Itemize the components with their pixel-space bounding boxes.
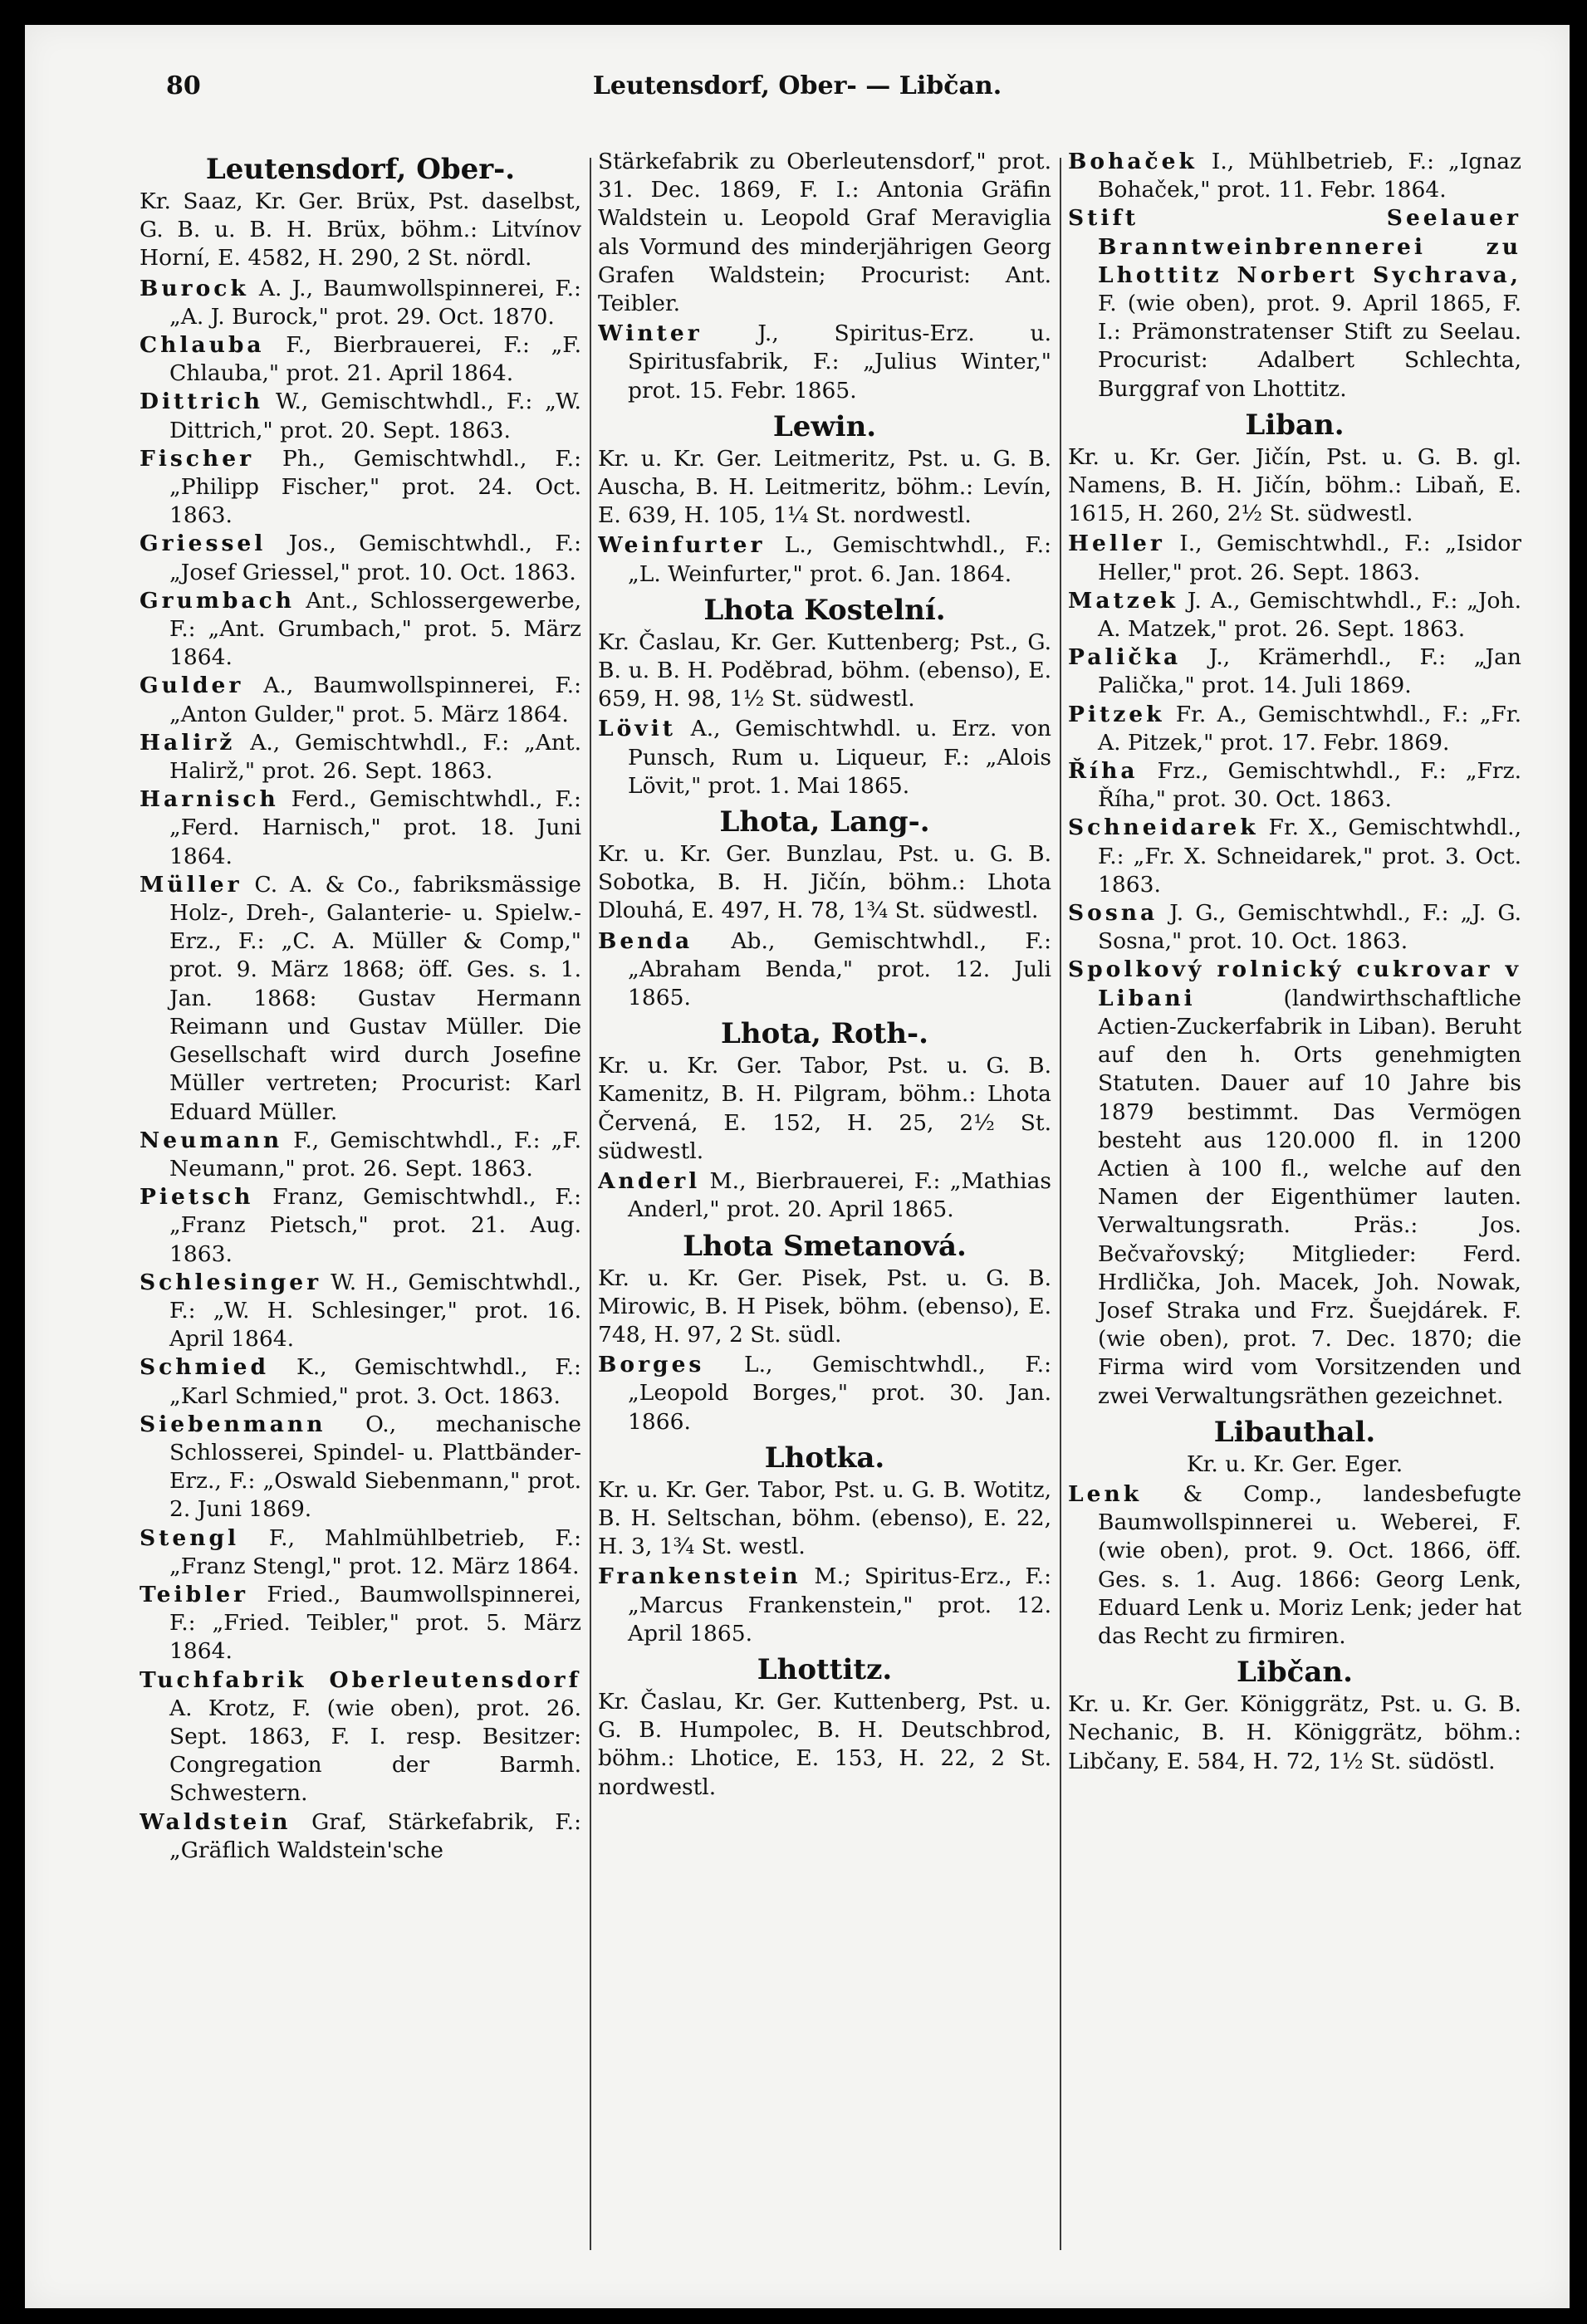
entry-details: Graf, Stärkefabrik, F.: „Gräflich Waldstein'sche <box>169 1808 581 1863</box>
directory-entry <box>140 1269 581 1354</box>
place-heading: Lhottitz. <box>757 1652 893 1686</box>
entry-firm-name: Schmied <box>140 1354 270 1381</box>
directory-entry <box>1068 587 1521 643</box>
entry-continuation: Stärkefabrik zu Oberleutensdorf," prot. 31. Dec. 1869, F. I.: Antonia Gräfin Waldstein u. Leopold Graf Meraviglia als Vormund des minderjährigen Georg Grafen Waldstein; Procurist: Ant. Teibler. <box>598 149 1051 317</box>
place-description: Kr. u. Kr. Ger. Königgrätz, Pst. u. G. B. Nechanic, B. H. Königgrätz, böhm.: Libčany, E. 584, H. 72, 1½ St. südöstl. <box>1068 1691 1521 1774</box>
place-heading: Lhota Smetanová. <box>683 1229 967 1263</box>
directory-entry <box>140 672 581 728</box>
place-heading: Leutensdorf, Ober-. <box>205 153 516 186</box>
entry-details: J., Spiritus-Erz. u. Spiritusfabrik, F.: „Julius Winter," prot. 15. Febr. 1865. <box>628 320 1051 404</box>
entry-details: M.; Spiritus-Erz., F.: „Marcus Frankenstein," prot. 12. April 1865. <box>628 1563 1051 1646</box>
running-head <box>166 65 1428 106</box>
entry-details: Franz, Gemischtwhdl., F.: „Franz Pietsch," prot. 21. Aug. 1863. <box>169 1184 581 1267</box>
entry-firm-name: Siebenmann <box>140 1411 326 1437</box>
entry-details: W. H., Gemischtwhdl., F.: „W. H. Schlesinger," prot. 16. April 1864. <box>169 1269 581 1353</box>
place-heading: Lhota Kostelní. <box>703 593 946 627</box>
directory-entry <box>140 275 581 331</box>
entry-firm-name: Schneidarek <box>1068 815 1259 841</box>
directory-entry <box>598 320 1051 405</box>
place-description: Kr. u. Kr. Ger. Pisek, Pst. u. G. B. Mirowic, B. H Pisek, böhm. (ebenso), E. 748, H. 97, 2 St. südl. <box>598 1265 1051 1348</box>
entry-details: A., Gemischtwhdl. u. Erz. von Punsch, Rum u. Liqueur, F.: „Alois Lövit," prot. 1. Mai 1865. <box>628 716 1051 799</box>
directory-entry <box>1068 757 1521 814</box>
place-description: Kr. Časlau, Kr. Ger. Kuttenberg; Pst., G. B. u. B. H. Poděbrad, böhm. (ebenso), E. 659, H. 98, 1½ St. südwestl. <box>598 629 1051 712</box>
entry-details: J. G., Gemischtwhdl., F.: „J. G. Sosna," prot. 10. Oct. 1863. <box>1098 900 1521 955</box>
directory-entry <box>140 729 581 785</box>
directory-entry <box>1068 956 1521 1410</box>
entry-firm-name: Frankenstein <box>598 1563 801 1590</box>
place-heading: Lewin. <box>772 409 877 443</box>
place-heading: Liban. <box>1245 408 1345 442</box>
entry-firm-name: Stengl <box>140 1524 240 1551</box>
directory-entry <box>140 445 581 531</box>
directory-entry <box>598 1167 1051 1224</box>
entry-firm-name: Borges <box>598 1352 705 1378</box>
directory-entry <box>140 1411 581 1524</box>
entry-details: F., Bierbrauerei, F.: „F. Chlauba," prot. 21. April 1864. <box>169 332 581 387</box>
directory-entry <box>140 785 581 871</box>
place-description: Kr. u. Kr. Ger. Tabor, Pst. u. G. B. Wotitz, B. H. Seltschan, böhm. (ebenso), E. 22, H. 3, 1¾ St. westl. <box>598 1476 1051 1560</box>
entry-details: J., Krämerhdl., F.: „Jan Palička," prot. 14. Juli 1869. <box>1098 644 1521 699</box>
entry-firm-name: Pitzek <box>1068 701 1165 727</box>
entry-details: A., Gemischtwhdl., F.: „Ant. Halirž," prot. 26. Sept. 1863. <box>169 729 581 785</box>
column-divider <box>590 158 591 2250</box>
directory-entry <box>140 1127 581 1183</box>
directory-entry <box>140 1581 581 1666</box>
directory-entry <box>140 331 581 388</box>
entry-firm-name: Lenk <box>1068 1480 1143 1507</box>
entry-details: M., Bierbrauerei, F.: „Mathias Anderl," prot. 20. April 1865. <box>628 1168 1051 1223</box>
entry-firm-name: Stift Seelauer Branntweinbrennerei zu Lhottitz Norbert Sychrava, <box>1068 205 1521 288</box>
directory-entry <box>140 871 581 1127</box>
entry-firm-name: Müller <box>140 871 242 898</box>
directory-entry <box>140 587 581 673</box>
place-description: Kr. u. Kr. Ger. Bunzlau, Pst. u. G. B. Sobotka, B. H. Jičín, böhm.: Lhota Dlouhá, E. 497, H. 78, 1¾ St. südwestl. <box>598 841 1051 924</box>
entry-details: Jos., Gemischtwhdl., F.: „Josef Griessel," prot. 10. Oct. 1863. <box>169 531 581 585</box>
directory-entry <box>140 1353 581 1410</box>
column-divider <box>1060 158 1061 2250</box>
entry-firm-name: Burock <box>140 275 249 301</box>
place-description: Kr. u. Kr. Ger. Eger. <box>1186 1451 1403 1477</box>
place-description: Kr. u. Kr. Ger. Jičín, Pst. u. G. B. gl. Namens, B. H. Jičín, böhm.: Libaň, E. 1615, H. 260, 2½ St. südwestl. <box>1068 443 1521 527</box>
entry-details: O., mechanische Schlosserei, Spindel- u. Plattbänder-Erz., F.: „Oswald Siebenmann," prot. 2. Juni 1869. <box>169 1411 581 1523</box>
entry-firm-name: Matzek <box>1068 587 1179 614</box>
entry-details: Fr. A., Gemischtwhdl., F.: „Fr. A. Pitzek," prot. 17. Febr. 1869. <box>1098 701 1521 756</box>
entry-details: Ferd., Gemischtwhdl., F.: „Ferd. Harnisch," prot. 18. Juni 1864. <box>169 786 581 869</box>
directory-entry <box>140 1808 581 1865</box>
place-description: Kr. Saaz, Kr. Ger. Brüx, Pst. daselbst, G. B. u. B. H. Brüx, böhm.: Litvínov Horní, E. 4582, H. 290, 2 St. nördl. <box>140 188 581 272</box>
entry-firm-name: Dittrich <box>140 389 263 415</box>
entry-firm-name: Weinfurter <box>598 532 766 559</box>
place-heading: Lhotka. <box>764 1441 885 1475</box>
entry-details: A. Krotz, F. (wie oben), prot. 26. Sept. 1863, F. I. resp. Besitzer: Congregation der Barmh. Schwestern. <box>169 1695 581 1807</box>
entry-firm-name: Palička <box>1068 644 1182 671</box>
place-description: Kr. u. Kr. Ger. Tabor, Pst. u. G. B. Kamenitz, B. H. Pilgram, böhm.: Lhota Červená, E. 152, H. 25, 2½ St. südwestl. <box>598 1053 1051 1164</box>
entry-details: Ab., Gemischtwhdl., F.: „Abraham Benda," prot. 12. Juli 1865. <box>628 927 1051 1011</box>
entry-details: Ph., Gemischtwhdl., F.: „Philipp Fischer," prot. 24. Oct. 1863. <box>169 445 581 529</box>
entry-firm-name: Harnisch <box>140 786 279 813</box>
entry-details: F., Mahlmühlbetrieb, F.: „Franz Stengl," prot. 12. März 1864. <box>169 1524 581 1579</box>
entry-firm-name: Waldstein <box>140 1808 291 1835</box>
entry-details: Ant., Schlossergewerbe, F.: „Ant. Grumbach," prot. 5. März 1864. <box>169 587 581 671</box>
directory-entry <box>1068 814 1521 899</box>
directory-entry <box>1068 643 1521 700</box>
entry-firm-name: Benda <box>598 927 693 954</box>
entry-firm-name: Pietsch <box>140 1184 254 1211</box>
place-heading: Lhota, Roth-. <box>720 1017 929 1051</box>
entry-firm-name: Halirž <box>140 729 236 756</box>
entry-firm-name: Říha <box>1068 758 1139 785</box>
place-heading: Libauthal. <box>1213 1415 1376 1449</box>
document-page <box>25 25 1570 2308</box>
directory-entry <box>140 1666 581 1808</box>
entry-firm-name: Fischer <box>140 445 255 472</box>
entry-firm-name: Teibler <box>140 1581 249 1607</box>
directory-entry <box>598 1351 1051 1436</box>
entry-firm-name: Neumann <box>140 1127 283 1153</box>
place-heading: Lhota, Lang-. <box>719 805 930 839</box>
entry-details: C. A. & Co., fabriksmässige Holz-, Dreh-, Galanterie- u. Spielw.-Erz., F.: „C. A. Müller & Comp," prot. 9. März 1868; öff. Ges. s. 1. Jan. 1868: Gustav Hermann Reimann und Gustav Müller. Die Gesellschaft wird durch Josefine Müller vertreten; Procurist: Karl Eduard Müller. <box>169 871 581 1125</box>
entry-firm-name: Bohaček <box>1068 149 1198 174</box>
directory-entry <box>1068 701 1521 757</box>
entry-firm-name: Chlauba <box>140 332 265 359</box>
directory-entry <box>598 715 1051 800</box>
directory-entry <box>1068 1480 1521 1651</box>
entry-firm-name: Grumbach <box>140 587 296 614</box>
directory-entry <box>598 927 1051 1013</box>
entry-details: W., Gemischtwhdl., F.: „W. Dittrich," prot. 20. Sept. 1863. <box>169 389 581 443</box>
entry-details: I., Mühlbetrieb, F.: „Ignaz Bohaček," prot. 11. Febr. 1864. <box>1098 149 1521 203</box>
entry-details: F., Gemischtwhdl., F.: „F. Neumann," prot. 26. Sept. 1863. <box>169 1127 581 1182</box>
entry-details: L., Gemischtwhdl., F.: „L. Weinfurter," prot. 6. Jan. 1864. <box>628 532 1051 587</box>
column-right <box>1068 148 1521 2273</box>
entry-details: Fried., Baumwollspinnerei, F.: „Fried. Teibler," prot. 5. März 1864. <box>169 1581 581 1665</box>
entry-details: I., Gemischtwhdl., F.: „Isidor Heller," prot. 26. Sept. 1863. <box>1098 531 1521 585</box>
directory-entry <box>140 1183 581 1269</box>
place-description: Kr. u. Kr. Ger. Leitmeritz, Pst. u. G. B. Auscha, B. H. Leitmeritz, böhm.: Levín, E. 639, H. 105, 1¼ St. nordwestl. <box>598 445 1051 529</box>
entry-firm-name: Winter <box>598 320 703 347</box>
entry-details: J. A., Gemischtwhdl., F.: „Joh. A. Matzek," prot. 26. Sept. 1863. <box>1098 587 1521 643</box>
entry-details: & Comp., landesbefugte Baumwollspinnerei u. Weberei, F. (wie oben), prot. 9. Oct. 1866, öff. Ges. s. 1. Aug. 1866: Georg Lenk, Eduard Lenk u. Moriz Lenk; jeder hat das Recht zu firmiren. <box>1098 1480 1521 1649</box>
entry-details: F. (wie oben), prot. 9. April 1865, F. I.: Prämonstratenser Stift zu Seelau. Procurist: Adalbert Schlechta, Burggraf von Lhottitz. <box>1098 291 1521 402</box>
page-number: 80 <box>166 71 201 100</box>
entry-firm-name: Spolkový rolnický cukrovar v Libani <box>1068 957 1521 1011</box>
entry-details: K., Gemischtwhdl., F.: „Karl Schmied," prot. 3. Oct. 1863. <box>169 1354 581 1409</box>
directory-entry <box>140 1524 581 1581</box>
entry-details: (landwirthschaftliche Actien-Zuckerfabrik in Liban). Beruht auf den h. Orts genehmigten Statuten. Dauer auf 10 Jahre bis 1879 bestimmt. Das Vermögen besteht aus 120.000 fl. in 1200 Actien à 100 fl., welche auf den Namen der Eigenthümer lauten. Verwaltungsrath. Präs.: Jos. Bečvařovský; Mitglieder: Ferd. Hrdlička, Joh. Macek, Joh. Nowak, Josef Straka und Frz. Šuejdárek. F. (wie oben), prot. 7. Dec. 1870; die Firma wird vom Vorsitzenden und zwei Verwaltungsräthen gezeichnet. <box>1098 985 1521 1409</box>
entry-firm-name: Lövit <box>598 716 677 742</box>
directory-entry <box>1068 204 1521 403</box>
entry-firm-name: Griessel <box>140 531 267 557</box>
entry-firm-name: Heller <box>1068 531 1165 557</box>
entry-firm-name: Gulder <box>140 673 244 699</box>
entry-firm-name: Sosna <box>1068 900 1158 927</box>
entry-details: A., Baumwollspinnerei, F.: „Anton Gulder," prot. 5. März 1864. <box>169 673 581 727</box>
entry-details: Frz., Gemischtwhdl., F.: „Frz. Říha," prot. 30. Oct. 1863. <box>1098 758 1521 813</box>
directory-entry <box>1068 530 1521 586</box>
place-heading: Libčan. <box>1237 1656 1353 1690</box>
entry-details: Fr. X., Gemischtwhdl., F.: „Fr. X. Schneidarek," prot. 3. Oct. 1863. <box>1098 815 1521 898</box>
directory-entry <box>1068 148 1521 204</box>
directory-entry <box>1068 899 1521 956</box>
entry-details: A. J., Baumwollspinnerei, F.: „A. J. Burock," prot. 29. Oct. 1870. <box>169 275 581 330</box>
directory-entry <box>140 530 581 586</box>
page-header-title: Leutensdorf, Ober- — Libčan. <box>592 71 1002 100</box>
entry-firm-name: Tuchfabrik Oberleutensdorf <box>140 1666 581 1693</box>
directory-entry <box>140 388 581 444</box>
column-left <box>140 148 581 2273</box>
place-description: Kr. Časlau, Kr. Ger. Kuttenberg, Pst. u. G. B. Humpolec, B. H. Deutschbrod, böhm.: Lhotice, E. 153, H. 22, 2 St. nordwestl. <box>598 1688 1051 1800</box>
entry-firm-name: Schlesinger <box>140 1269 322 1295</box>
entry-details: L., Gemischtwhdl., F.: „Leopold Borges," prot. 30. Jan. 1866. <box>628 1352 1051 1435</box>
entry-firm-name: Anderl <box>598 1168 701 1195</box>
directory-entry <box>598 531 1051 588</box>
directory-entry <box>598 1563 1051 1648</box>
column-middle <box>598 148 1051 2273</box>
